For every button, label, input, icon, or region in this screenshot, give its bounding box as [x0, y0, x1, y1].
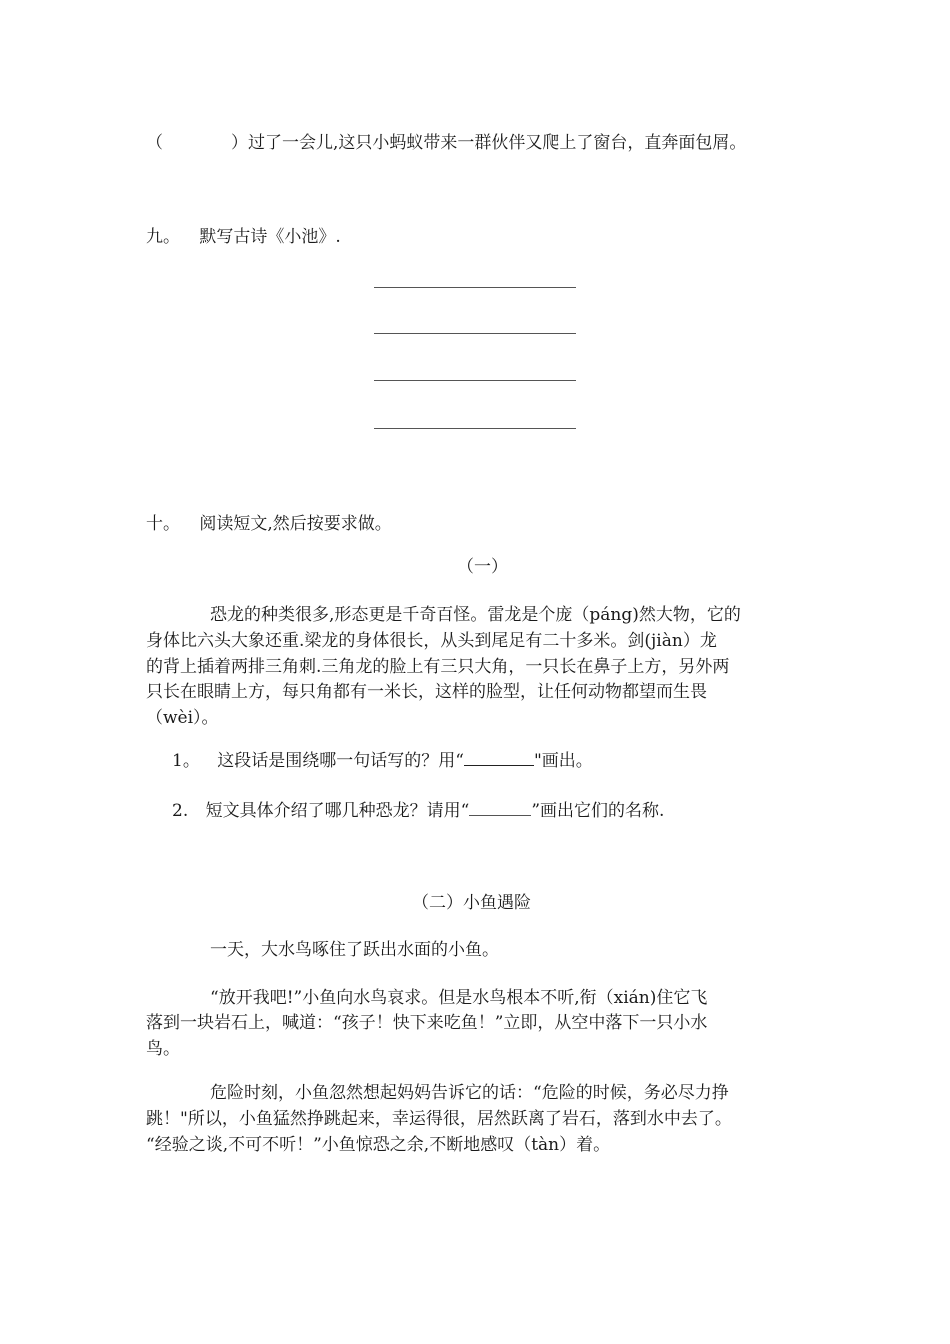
- sub-question-number: 1。: [172, 751, 200, 771]
- sub-question-number: 2.: [172, 801, 189, 821]
- paragraph-line: 落到一块岩石上，喊道：“孩子！快下来吃鱼！”立即，从空中落下一只小水: [146, 1013, 708, 1033]
- q9-number: 九。: [146, 227, 180, 247]
- answer-paren[interactable]: （ ）: [146, 133, 248, 153]
- paragraph-line: （wèi）。: [146, 708, 219, 728]
- paragraph-line: 危险时刻，小鱼忽然想起妈妈告诉它的话：“危险的时候，务必尽力挣: [210, 1083, 729, 1103]
- paragraph-line: 鸟。: [146, 1039, 180, 1059]
- paragraph-line: 身体比六头大象还重.梁龙的身体很长，从头到尾足有二十多米。剑(jiàn）龙: [146, 631, 717, 651]
- q8-sentence: 过了一会儿,这只小蚂蚁带来一群伙伴又爬上了窗台，直奔面包屑。: [248, 133, 747, 153]
- underline-sample: [469, 801, 531, 816]
- q10-text: 阅读短文,然后按要求做。: [199, 514, 392, 534]
- q10-number: 十。: [146, 514, 180, 534]
- paragraph-line: “经验之谈,不可不听！”小鱼惊恐之余,不断地感叹（tàn）着。: [146, 1135, 611, 1155]
- sub-question-2: [172, 796, 664, 821]
- paragraph-line: 的背上插着两排三角刺.三角龙的脸上有三只大角，一只长在鼻子上方，另外两: [146, 657, 730, 677]
- part1-title: （一）: [457, 557, 508, 577]
- story-paragraph-1: 一天，大水鸟啄住了跃出水面的小鱼。: [210, 940, 499, 960]
- poem-line-blank[interactable]: [374, 428, 576, 429]
- sub-question-1: [172, 746, 593, 771]
- paragraph-line: 恐龙的种类很多,形态更是千奇百怪。雷龙是个庞（páng)然大物，它的: [210, 605, 741, 625]
- paragraph-line: 跳！"所以，小鱼猛然挣跳起来，幸运得很，居然跃离了岩石，落到水中去了。: [146, 1109, 732, 1129]
- sub-question-text-end: ”画出它们的名称.: [531, 801, 665, 821]
- paragraph-line: “放开我吧!”小鱼向水鸟哀求。但是水鸟根本不听,衔（xián)住它飞: [210, 988, 708, 1008]
- sub-question-text: 这段话是围绕哪一句话写的？用“: [217, 751, 464, 771]
- q8-last-item: [146, 128, 746, 153]
- poem-line-blank[interactable]: [374, 287, 576, 288]
- part2-title: （二）小鱼遇险: [412, 893, 531, 913]
- paragraph-line: 只长在眼睛上方，每只角都有一米长，这样的脸型，让任何动物都望而生畏: [146, 682, 707, 702]
- poem-line-blank[interactable]: [374, 380, 576, 381]
- q10-heading: [146, 509, 392, 534]
- sub-question-text: 短文具体介绍了哪几种恐龙？请用“: [205, 801, 470, 821]
- poem-line-blank[interactable]: [374, 333, 576, 334]
- q9-heading: [146, 222, 341, 247]
- q9-text: 默写古诗《小池》.: [199, 227, 341, 247]
- sub-question-text-end: "画出。: [533, 751, 593, 771]
- underline-sample: [464, 751, 534, 766]
